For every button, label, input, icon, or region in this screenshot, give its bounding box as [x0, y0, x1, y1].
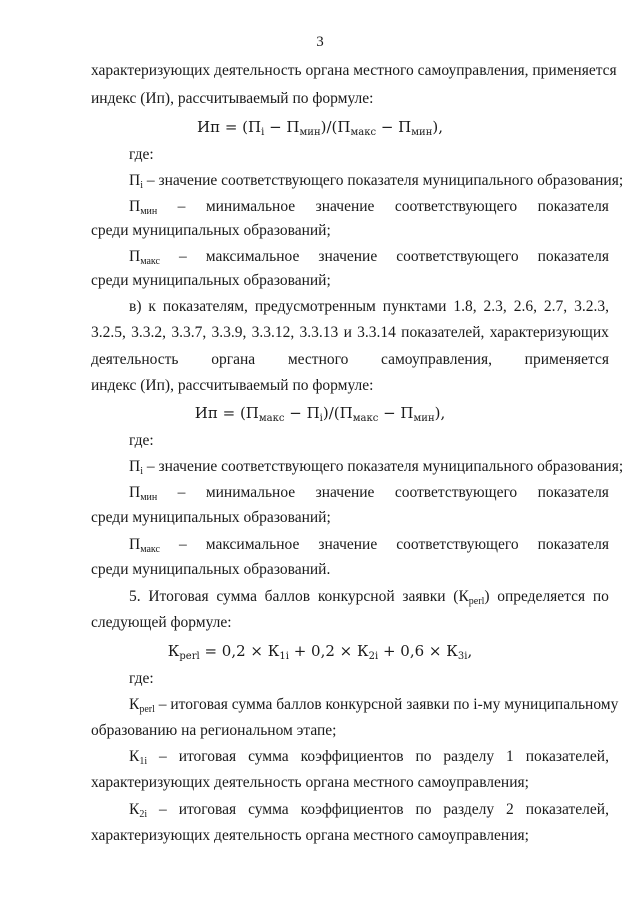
body-text-line: индекс (Ип), рассчитываемый по формуле:: [91, 90, 374, 107]
body-text-line: 3.2.5, 3.3.2, 3.3.7, 3.3.9, 3.3.12, 3.3.13 и 3.3.14 показателей, характеризующих: [91, 324, 609, 341]
where-label: где:: [129, 432, 154, 449]
definition-line: $К_{1i}$ – итоговая сумма коэффициентов по разделу 1 показателей,: [129, 748, 609, 767]
formula-1: Ип = $(П_i - П_{мин})/(П_{макс} - П_{мин})$,: [197, 118, 443, 138]
formula-3: $К_{perl} = 0,2 \times К_{1i} + 0,2 \times К_{2i} + 0,6 \times К_{3i}$,: [167, 642, 473, 662]
body-text-line: среди муниципальных образований.: [91, 561, 331, 578]
body-text-line: среди муниципальных образований;: [91, 222, 331, 239]
page-number: 3: [316, 34, 324, 50]
body-text-line: 5. Итоговая сумма баллов конкурсной заявки $(К_{perl})$ определяется по: [129, 588, 609, 607]
body-text-line: в) к показателям, предусмотренным пунктами 1.8, 2.3, 2.6, 2.7, 3.2.3,: [129, 298, 609, 315]
body-text-line: деятельность органа местного самоуправления, применяется: [91, 351, 609, 368]
body-text-line: среди муниципальных образований;: [91, 509, 331, 526]
where-label: где:: [129, 670, 154, 687]
definition-line: $П_{мин}$ – минимальное значение соответствующего показателя: [129, 198, 609, 217]
body-text-line: следующей формуле:: [91, 614, 232, 631]
definition-line: $П_i$ – значение соответствующего показателя муниципального образования;: [129, 458, 624, 477]
body-text-line: образованию на региональном этапе;: [91, 722, 337, 739]
body-text-line: индекс (Ип), рассчитываемый по формуле:: [91, 377, 374, 394]
definition-line: $П_{макс}$ – максимальное значение соответствующего показателя: [129, 536, 609, 555]
definition-line: $П_i$ – значение соответствующего показателя муниципального образования;: [129, 172, 624, 191]
body-text-line: среди муниципальных образований;: [91, 272, 331, 289]
definition-line: $П_{макс}$ – максимальное значение соответствующего показателя: [129, 248, 609, 267]
body-text-line: характеризующих деятельность органа местного самоуправления;: [91, 827, 529, 844]
body-text-line: характеризующих деятельность органа местного самоуправления;: [91, 774, 529, 791]
body-text-line: характеризующих деятельность органа местного самоуправления, применяется: [91, 62, 617, 79]
definition-line: $П_{мин}$ – минимальное значение соответствующего показателя: [129, 484, 609, 503]
definition-line: $К_{2i}$ – итоговая сумма коэффициентов по разделу 2 показателей,: [129, 801, 609, 820]
where-label: где:: [129, 146, 154, 163]
formula-2: Ип = $(П_{макс} - П_i)/(П_{макс} - П_{мин})$,: [194, 404, 446, 424]
definition-line: $К_{perl}$ – итоговая сумма баллов конкурсной заявки по i-му муниципальному: [129, 696, 619, 715]
